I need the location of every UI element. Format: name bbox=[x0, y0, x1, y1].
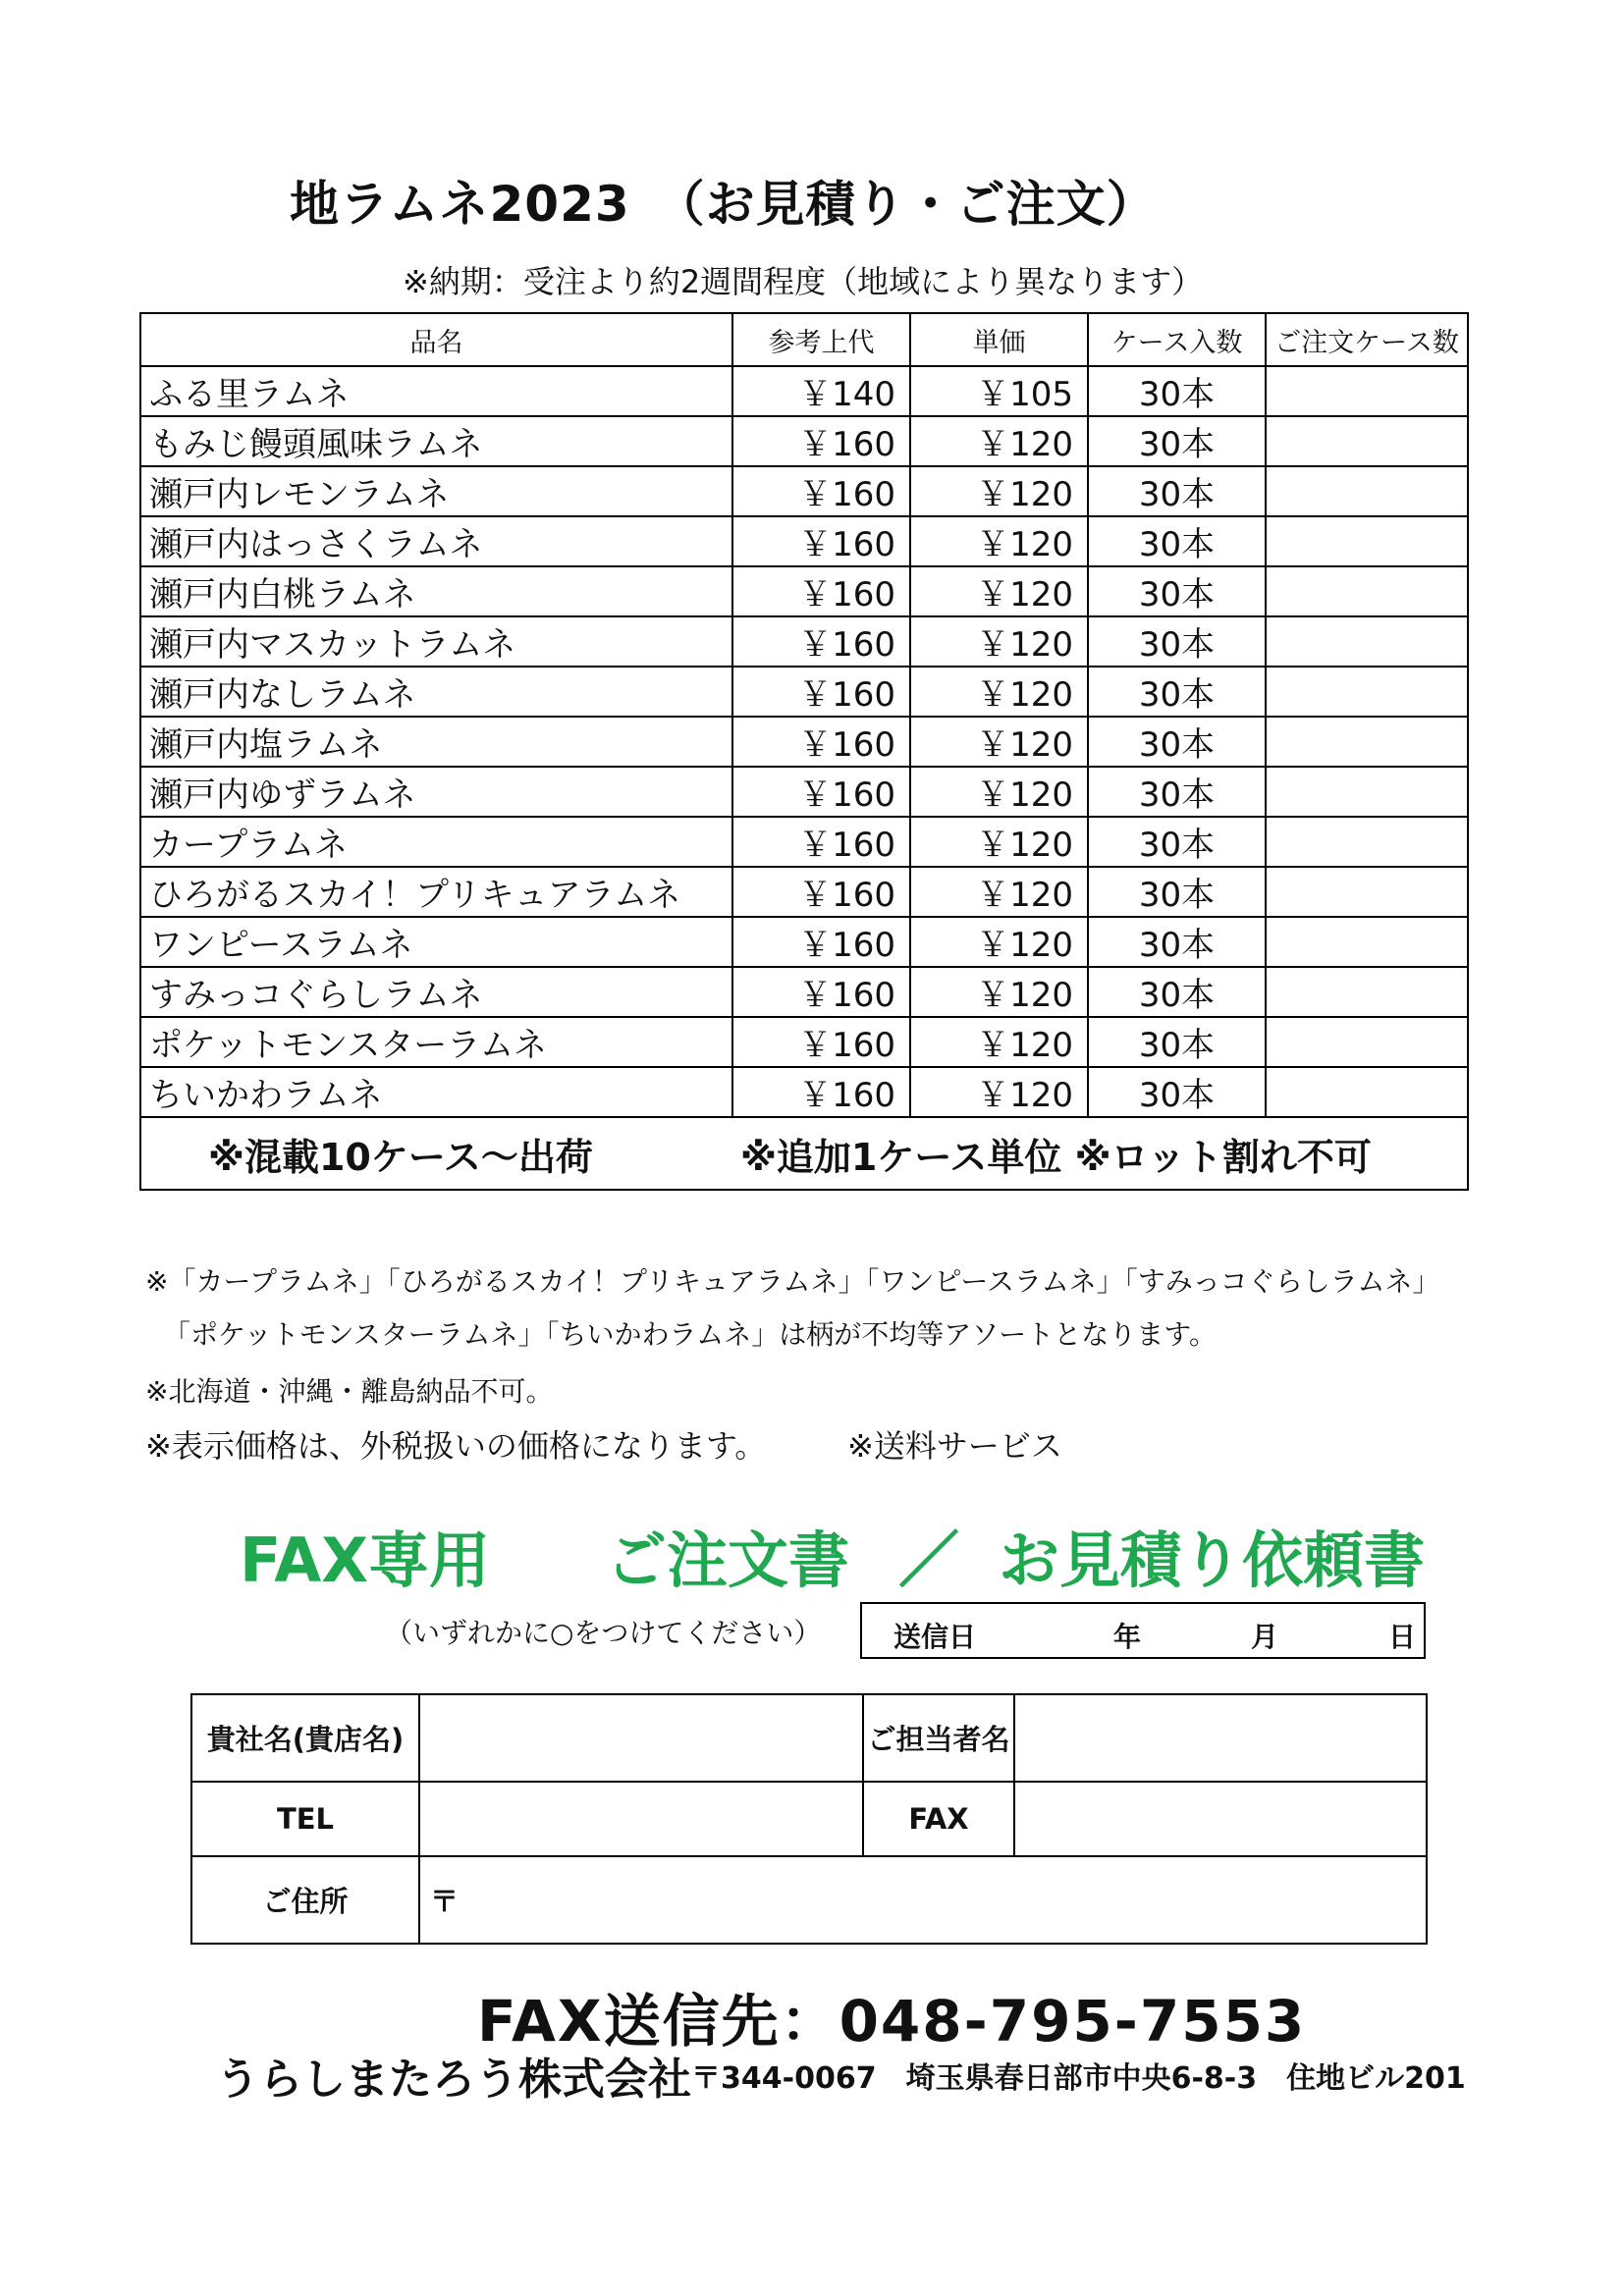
case-qty-cell: 30本 bbox=[1088, 466, 1266, 516]
order-cases-cell[interactable] bbox=[1266, 1017, 1468, 1067]
mixed-load-note: ※混載10ケース～出荷 bbox=[208, 1135, 593, 1179]
case-qty-cell: 30本 bbox=[1088, 416, 1266, 466]
product-table bbox=[139, 312, 1469, 1191]
table-row bbox=[140, 616, 1468, 667]
unit-price-cell: ￥120 bbox=[910, 917, 1088, 967]
fax-destination: FAX送信先：048-795-7553 bbox=[477, 1988, 1307, 2055]
unit-price-cell: ￥120 bbox=[910, 566, 1088, 616]
product-name-cell: ポケットモンスターラムネ bbox=[140, 1017, 732, 1067]
unit-price-cell: ￥120 bbox=[910, 516, 1088, 566]
order-form-option[interactable]: ご注文書 bbox=[606, 1524, 850, 1596]
retail-price-cell: ￥160 bbox=[732, 667, 910, 717]
col-header-order: ご注文ケース数 bbox=[1266, 313, 1468, 366]
month-label: 月 bbox=[1251, 1621, 1279, 1653]
circle-instruction: （いずれかに○をつけてください） bbox=[385, 1617, 822, 1649]
table-row bbox=[140, 516, 1468, 566]
unit-price-cell: ￥120 bbox=[910, 667, 1088, 717]
col-header-qty: ケース入数 bbox=[1088, 313, 1266, 366]
address-field[interactable] bbox=[419, 1856, 1427, 1944]
table-row bbox=[140, 466, 1468, 516]
region-note: ※北海道・沖縄・離島納品不可。 bbox=[145, 1375, 554, 1408]
order-cases-cell[interactable] bbox=[1266, 516, 1468, 566]
table-row bbox=[140, 566, 1468, 616]
case-qty-cell: 30本 bbox=[1088, 566, 1266, 616]
retail-price-cell: ￥140 bbox=[732, 366, 910, 416]
product-name-cell: カープラムネ bbox=[140, 817, 732, 867]
table-row bbox=[140, 1067, 1468, 1117]
order-cases-cell[interactable] bbox=[1266, 416, 1468, 466]
product-name-cell: もみじ饅頭風味ラムネ bbox=[140, 416, 732, 466]
retail-price-cell: ￥160 bbox=[732, 466, 910, 516]
order-cases-cell[interactable] bbox=[1266, 1067, 1468, 1117]
tel-label: TEL bbox=[191, 1782, 419, 1855]
case-qty-cell: 30本 bbox=[1088, 767, 1266, 817]
case-qty-cell: 30本 bbox=[1088, 1017, 1266, 1067]
product-name-cell: ふる里ラムネ bbox=[140, 366, 732, 416]
table-row bbox=[140, 416, 1468, 466]
company-address: 〒344-0067 埼玉県春日部市中央6-8-3 住地ビル201 bbox=[691, 2061, 1466, 2096]
retail-price-cell: ￥160 bbox=[732, 1067, 910, 1117]
product-name-cell: ワンピースラムネ bbox=[140, 917, 732, 967]
postal-mark: 〒 bbox=[430, 1884, 460, 1918]
retail-price-cell: ￥160 bbox=[732, 917, 910, 967]
product-name-cell: すみっコぐらしラムネ bbox=[140, 967, 732, 1017]
case-qty-cell: 30本 bbox=[1088, 667, 1266, 717]
unit-price-cell: ￥120 bbox=[910, 767, 1088, 817]
company-name-field[interactable] bbox=[419, 1694, 863, 1782]
order-cases-cell[interactable] bbox=[1266, 867, 1468, 917]
company-name-label: 貴社名(貴店名) bbox=[191, 1694, 419, 1782]
table-footer-row bbox=[140, 1117, 1468, 1190]
tel-field[interactable] bbox=[419, 1782, 863, 1855]
retail-price-cell: ￥160 bbox=[732, 616, 910, 667]
product-name-cell: ひろがるスカイ！プリキュアラムネ bbox=[140, 867, 732, 917]
case-qty-cell: 30本 bbox=[1088, 717, 1266, 767]
shipping-conditions bbox=[140, 1117, 1468, 1190]
delivery-note: ※納期：受注より約2週間程度（地域により異なります） bbox=[403, 263, 1204, 300]
col-header-retail: 参考上代 bbox=[732, 313, 910, 366]
slash-divider: ／ bbox=[898, 1524, 960, 1596]
table-row bbox=[140, 917, 1468, 967]
product-name-cell: 瀬戸内塩ラムネ bbox=[140, 717, 732, 767]
retail-price-cell: ￥160 bbox=[732, 416, 910, 466]
case-qty-cell: 30本 bbox=[1088, 967, 1266, 1017]
product-name-cell: ちいかわラムネ bbox=[140, 1067, 732, 1117]
unit-price-cell: ￥120 bbox=[910, 616, 1088, 667]
unit-price-cell: ￥120 bbox=[910, 717, 1088, 767]
product-name-cell: 瀬戸内なしラムネ bbox=[140, 667, 732, 717]
retail-price-cell: ￥160 bbox=[732, 516, 910, 566]
product-name-cell: 瀬戸内ゆずラムネ bbox=[140, 767, 732, 817]
fax-form-header bbox=[240, 1512, 1425, 1599]
fax-field[interactable] bbox=[1014, 1782, 1427, 1855]
col-header-name: 品名 bbox=[140, 313, 732, 366]
table-row bbox=[140, 867, 1468, 917]
retail-price-cell: ￥160 bbox=[732, 1017, 910, 1067]
product-name-cell: 瀬戸内白桃ラムネ bbox=[140, 566, 732, 616]
unit-price-cell: ￥120 bbox=[910, 466, 1088, 516]
contact-person-label: ご担当者名 bbox=[863, 1694, 1014, 1782]
quote-request-option[interactable]: お見積り依頼書 bbox=[999, 1524, 1426, 1596]
case-qty-cell: 30本 bbox=[1088, 817, 1266, 867]
case-qty-cell: 30本 bbox=[1088, 616, 1266, 667]
unit-price-cell: ￥120 bbox=[910, 1017, 1088, 1067]
order-cases-cell[interactable] bbox=[1266, 366, 1468, 416]
lot-note: ※追加1ケース単位 ※ロット割れ不可 bbox=[739, 1135, 1372, 1179]
table-row bbox=[140, 1017, 1468, 1067]
product-name-cell: 瀬戸内マスカットラムネ bbox=[140, 616, 732, 667]
retail-price-cell: ￥160 bbox=[732, 817, 910, 867]
table-row bbox=[140, 366, 1468, 416]
order-cases-cell[interactable] bbox=[1266, 767, 1468, 817]
unit-price-cell: ￥105 bbox=[910, 366, 1088, 416]
order-cases-cell[interactable] bbox=[1266, 967, 1468, 1017]
shipping-free-note: ※送料サービス bbox=[847, 1427, 1062, 1465]
unit-price-cell: ￥120 bbox=[910, 967, 1088, 1017]
order-cases-cell[interactable] bbox=[1266, 717, 1468, 767]
unit-price-cell: ￥120 bbox=[910, 416, 1088, 466]
order-cases-cell[interactable] bbox=[1266, 616, 1468, 667]
table-row bbox=[140, 667, 1468, 717]
order-cases-cell[interactable] bbox=[1266, 466, 1468, 516]
retail-price-cell: ￥160 bbox=[732, 967, 910, 1017]
assort-note-2: 「ポケットモンスターラムネ」「ちいかわラムネ」は柄が不均等アソートとなります。 bbox=[163, 1318, 1217, 1351]
contact-person-field[interactable] bbox=[1014, 1694, 1427, 1782]
order-cases-cell[interactable] bbox=[1266, 566, 1468, 616]
retail-price-cell: ￥160 bbox=[732, 717, 910, 767]
table-header-row bbox=[140, 313, 1468, 366]
case-qty-cell: 30本 bbox=[1088, 1067, 1266, 1117]
table-row bbox=[140, 967, 1468, 1017]
fax-only-label: FAX専用 bbox=[240, 1524, 491, 1596]
case-qty-cell: 30本 bbox=[1088, 917, 1266, 967]
send-date-field[interactable] bbox=[860, 1602, 1426, 1659]
order-cases-cell[interactable] bbox=[1266, 817, 1468, 867]
unit-price-cell: ￥120 bbox=[910, 817, 1088, 867]
order-cases-cell[interactable] bbox=[1266, 917, 1468, 967]
page-title: 地ラムネ2023 （お見積り・ご注文） bbox=[290, 176, 1157, 233]
unit-price-cell: ￥120 bbox=[910, 1067, 1088, 1117]
case-qty-cell: 30本 bbox=[1088, 366, 1266, 416]
product-name-cell: 瀬戸内レモンラムネ bbox=[140, 466, 732, 516]
address-label: ご住所 bbox=[191, 1856, 419, 1944]
table-row bbox=[140, 717, 1468, 767]
retail-price-cell: ￥160 bbox=[732, 867, 910, 917]
year-label: 年 bbox=[1113, 1621, 1142, 1653]
company-name: うらしまたろう株式会社 bbox=[216, 2055, 691, 2105]
fax-label: FAX bbox=[863, 1782, 1014, 1855]
assort-note-1: ※「カープラムネ」「ひろがるスカイ！プリキュアラムネ」「ワンピースラムネ」「すみっコぐらしラムネ」 bbox=[145, 1265, 1440, 1298]
table-row bbox=[140, 767, 1468, 817]
product-name-cell: 瀬戸内はっさくラムネ bbox=[140, 516, 732, 566]
tax-note: ※表示価格は、外税扱いの価格になります。 bbox=[145, 1427, 767, 1465]
unit-price-cell: ￥120 bbox=[910, 867, 1088, 917]
col-header-price: 単価 bbox=[910, 313, 1088, 366]
case-qty-cell: 30本 bbox=[1088, 516, 1266, 566]
retail-price-cell: ￥160 bbox=[732, 566, 910, 616]
day-label: 日 bbox=[1388, 1621, 1417, 1653]
order-cases-cell[interactable] bbox=[1266, 667, 1468, 717]
contact-form bbox=[190, 1693, 1428, 1945]
table-row bbox=[140, 817, 1468, 867]
send-date-label: 送信日 bbox=[893, 1621, 977, 1653]
case-qty-cell: 30本 bbox=[1088, 867, 1266, 917]
retail-price-cell: ￥160 bbox=[732, 767, 910, 817]
